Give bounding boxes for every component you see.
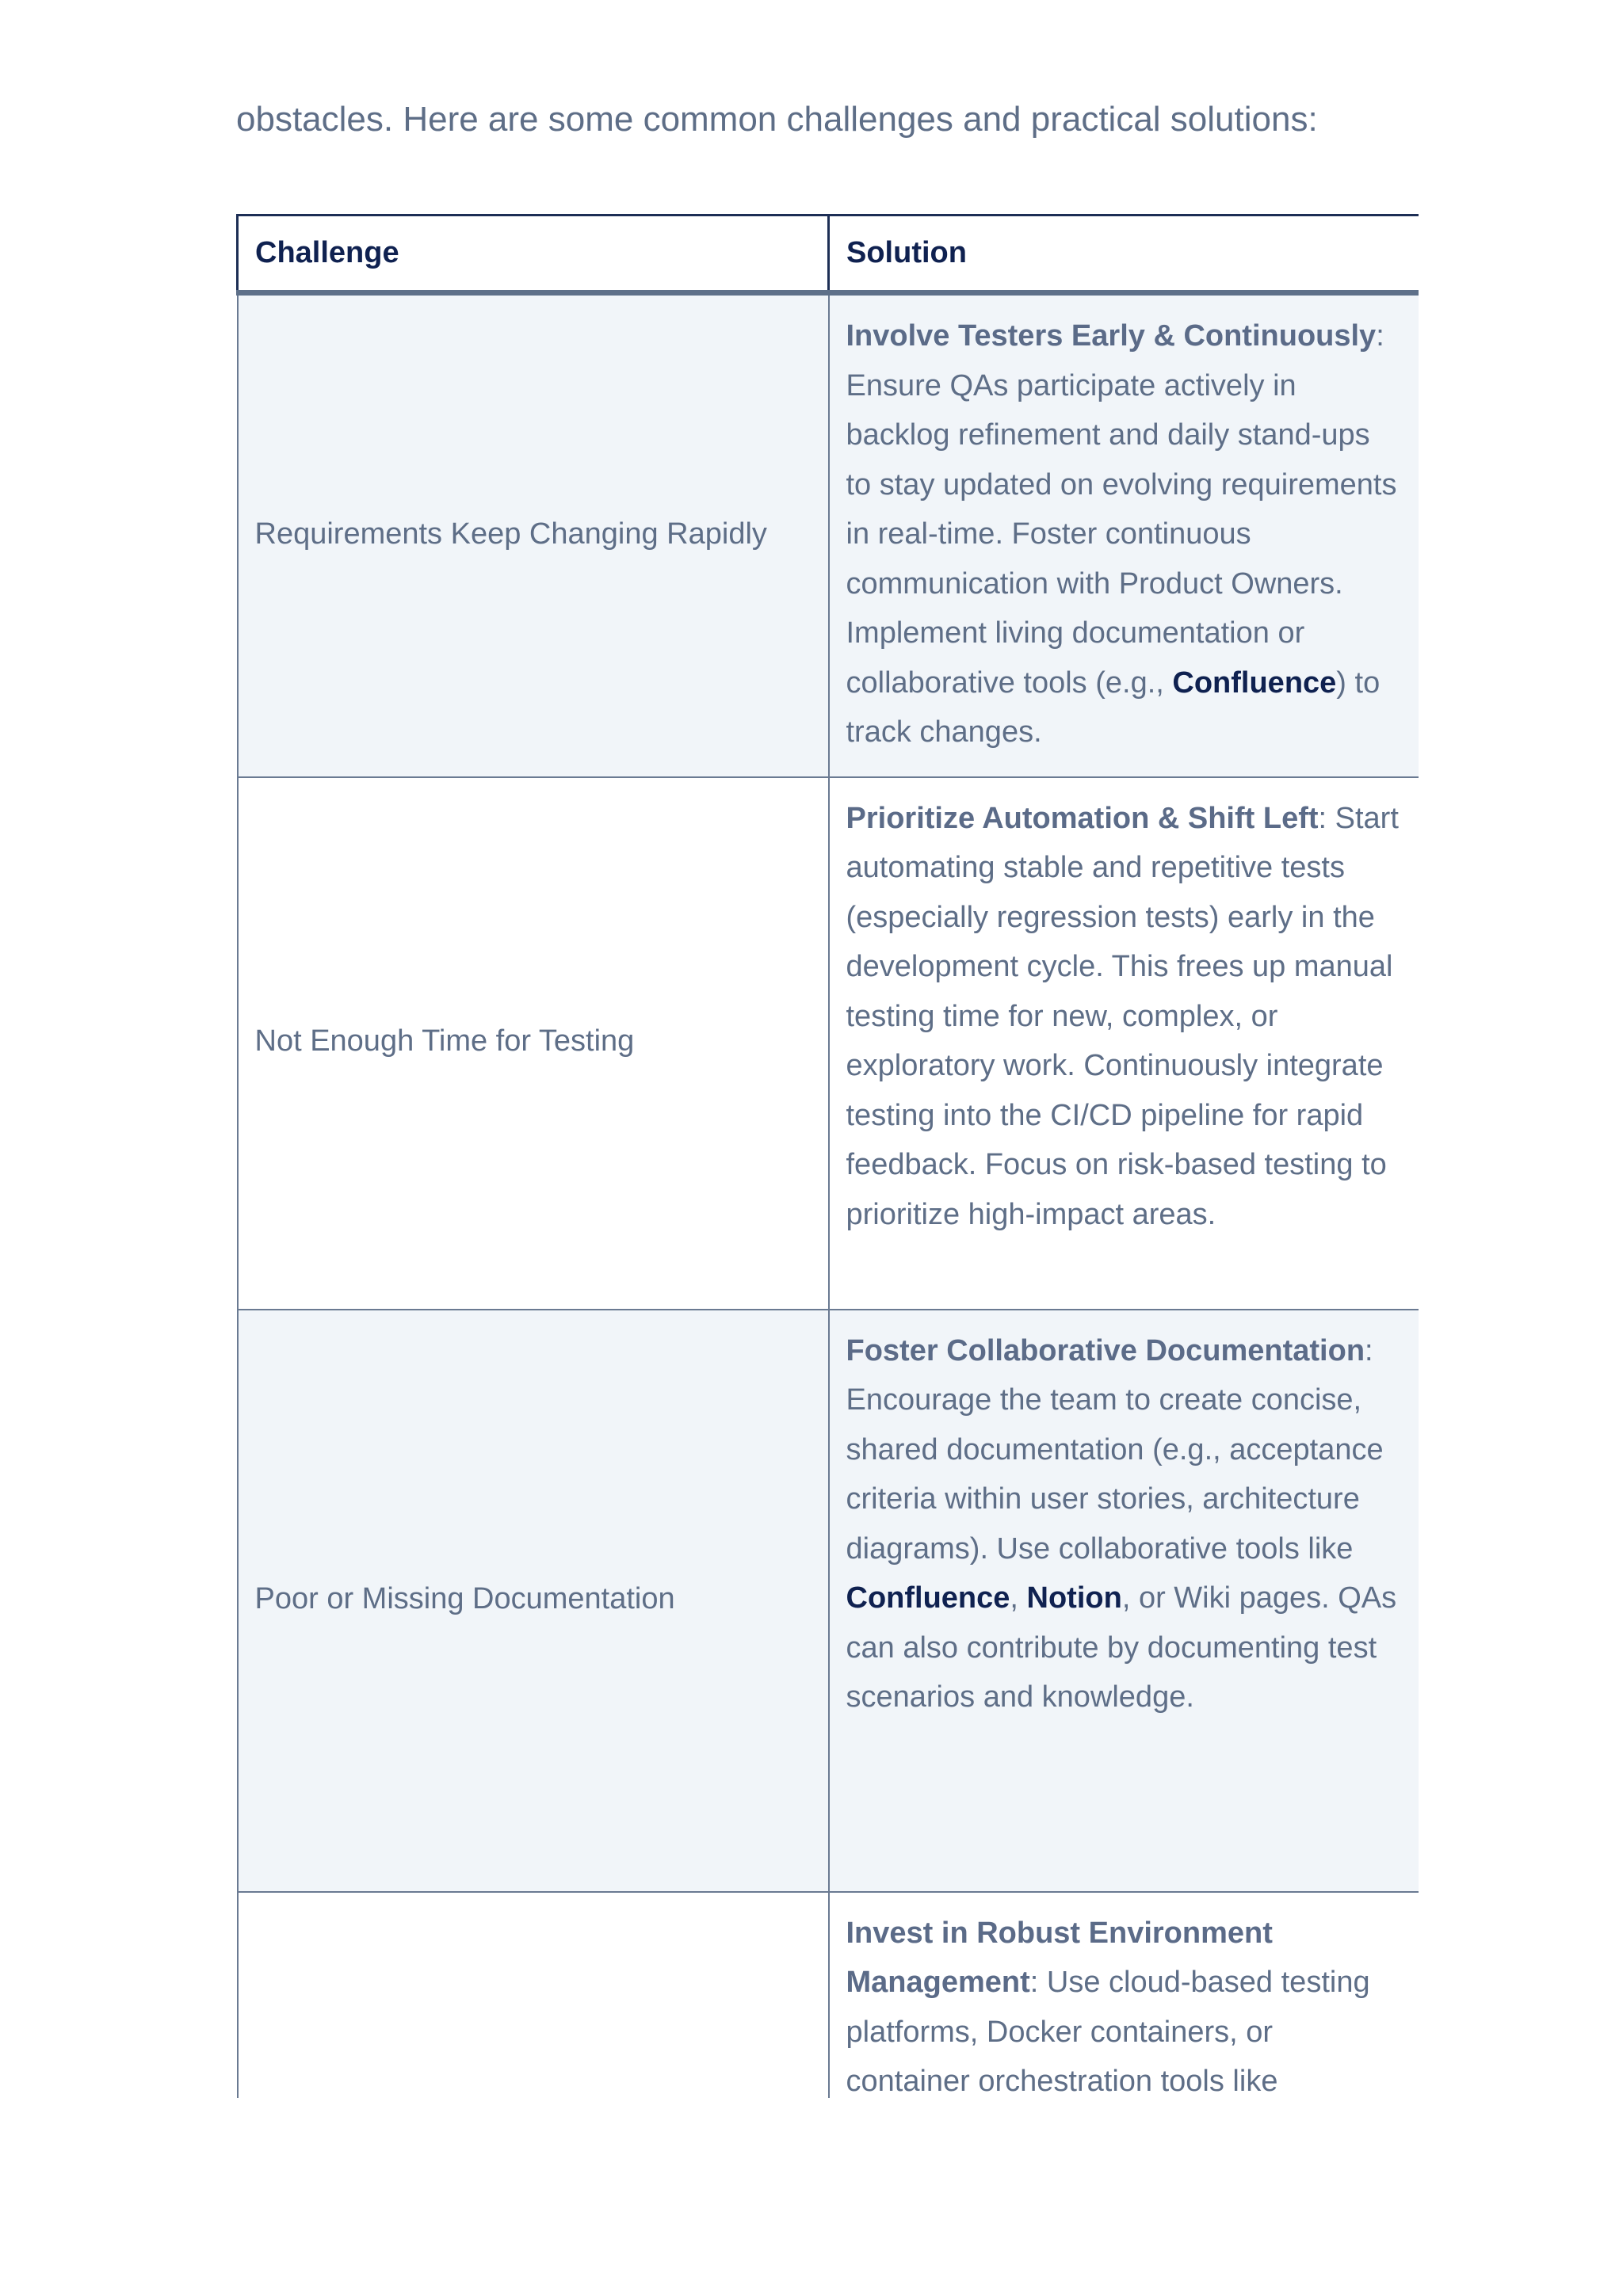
- solution-cell: [829, 293, 1419, 777]
- solution-title: Involve Testers Early & Continuously: [846, 319, 1377, 353]
- intro-paragraph: obstacles. Here are some common challenges and practical solutions:: [236, 100, 1318, 139]
- table-row: [238, 777, 1419, 1310]
- challenge-cell: Poor or Missing Documentation: [238, 1310, 829, 1892]
- solution-text: : Ensure QAs participate actively in backlog refinement and daily stand-ups to stay updated on evolving requirements in real-time. Foster continuous communication with Product Owners. Implement living documentation or collaborative tools (e.g.,: [846, 319, 1397, 700]
- table-row: [238, 1892, 1419, 2099]
- solution-text-end: ) to track changes.: [846, 666, 1381, 749]
- challenges-table-container: [236, 214, 1419, 2098]
- challenge-cell: [238, 1892, 829, 2099]
- solution-text: : Start automating stable and repetitive tests (especially regression tests) early in the development cycle. This frees up manual testing time for new, complex, or exploratory work. Continuously integrate testing into the CI/CD pipeline for rapid feedback. Focus on risk-based testing to prioritize high-impact areas.: [846, 801, 1399, 1231]
- solution-cell: [829, 1310, 1419, 1892]
- solution-title: Invest in Robust Environment Management: [846, 1916, 1273, 1999]
- solution-cell: [829, 777, 1419, 1310]
- header-solution: Solution: [829, 215, 1419, 293]
- table-header-row: [238, 215, 1419, 293]
- tool-name: Notion: [1026, 1581, 1122, 1615]
- challenge-cell: Requirements Keep Changing Rapidly: [238, 293, 829, 777]
- solution-title: Prioritize Automation & Shift Left: [846, 801, 1319, 835]
- solution-cell: [829, 1892, 1419, 2099]
- table-row: [238, 1310, 1419, 1892]
- solution-text-end: , or Wiki pages. QAs can also contribute by documenting test scenarios and knowledge.: [846, 1581, 1397, 1714]
- solution-text: : Use cloud-based testing platforms, Docker containers, or container orchestration tools like: [846, 1966, 1370, 2098]
- tool-name: Confluence: [1172, 666, 1337, 700]
- header-challenge: Challenge: [238, 215, 829, 293]
- separator: ,: [1010, 1581, 1027, 1615]
- tool-name: Confluence: [846, 1581, 1010, 1615]
- challenge-cell: Not Enough Time for Testing: [238, 777, 829, 1310]
- table-row: [238, 293, 1419, 777]
- solution-title: Foster Collaborative Documentation: [846, 1333, 1365, 1367]
- solution-text: : Encourage the team to create concise, shared documentation (e.g., acceptance criteria within user stories, architecture diagrams). Use collaborative tools like: [846, 1333, 1384, 1566]
- challenges-table: [236, 214, 1419, 2098]
